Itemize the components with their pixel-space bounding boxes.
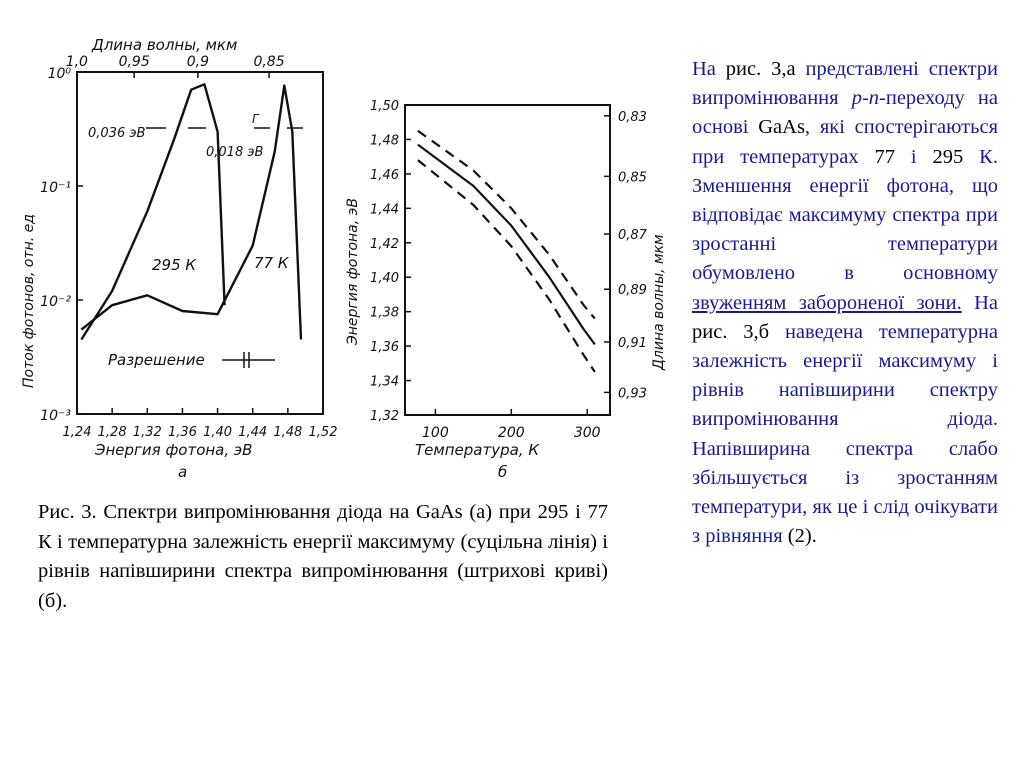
panel-b-right-tick-label: 0,85 bbox=[618, 170, 647, 186]
body-t16: (2). bbox=[782, 525, 817, 548]
panel-a-y-tick-label: 10⁻² bbox=[40, 294, 71, 310]
body-t3: представлені спектри випромінювання bbox=[692, 58, 999, 110]
body-t11: К. Зменшення енергії фотона, що відповідає максимуму спектра при зростанні температури обумовлено в основному bbox=[692, 145, 998, 285]
panel-a-top-tick-label: 1,0 bbox=[65, 54, 88, 70]
panel-b-frame bbox=[405, 105, 610, 415]
panel-b-left-tick-label: 1,48 bbox=[370, 133, 399, 149]
body-t13: На bbox=[961, 291, 998, 314]
panel-b-right-tick-label: 0,93 bbox=[618, 386, 647, 402]
panel-a-x-tick-label: 1,32 bbox=[132, 425, 162, 440]
panel-a-top-tick-label: 0,85 bbox=[253, 54, 285, 70]
panel-b-y-left-label: Энергия фотона, эВ bbox=[345, 198, 361, 345]
body-t14: рис. 3,б bbox=[692, 320, 785, 343]
panel-a-x-tick-label: 1,40 bbox=[203, 425, 233, 440]
panel-b-left-tick-label: 1,44 bbox=[370, 202, 399, 218]
panel-a-y-label: Поток фотонов, отн. ед bbox=[21, 214, 37, 388]
annotation-gamma: Г bbox=[252, 112, 259, 126]
panel-a-series-295k bbox=[81, 84, 224, 339]
body-t1: На bbox=[692, 58, 716, 80]
body-paragraph bbox=[692, 55, 998, 551]
panel-a-y-tick-label: 10⁻¹ bbox=[40, 180, 71, 196]
panel-b-x-label: Температура, К bbox=[415, 441, 539, 459]
panel-b-left-tick-label: 1,46 bbox=[370, 167, 399, 183]
body-t10: 295 bbox=[932, 145, 964, 168]
panel-b-left-tick-label: 1,38 bbox=[370, 305, 399, 321]
panel-a-x-tick-label: 1,48 bbox=[273, 425, 303, 440]
panel-a-x-tick-label: 1,52 bbox=[308, 425, 338, 440]
panel-a-letter: а bbox=[178, 463, 188, 481]
caption-text: Рис. 3. Спектри випромінювання діода на GaAs (а) при 295 і 77 К і температурна залежність енергії максимуму (суцільна лінія) і рівнів напівширини спектра випромінювання (штрихові криві) (б). bbox=[38, 501, 608, 612]
panel-b-x-tick-label: 300 bbox=[573, 425, 601, 441]
panel-a-x-tick-label: 1,24 bbox=[62, 425, 92, 440]
body-t9: і bbox=[894, 145, 933, 168]
panel-a-x-tick-label: 1,44 bbox=[238, 425, 268, 440]
panel-b-left-tick-label: 1,36 bbox=[370, 340, 399, 356]
panel-a-y-tick-label: 10⁻³ bbox=[40, 408, 71, 424]
panel-b-left-tick-label: 1,40 bbox=[370, 271, 399, 287]
label-resolution: Разрешение bbox=[108, 351, 205, 369]
panel-b-right-tick-label: 0,83 bbox=[618, 109, 647, 125]
panel-b-y-right-label: Длина волны, мкм bbox=[651, 234, 667, 370]
body-t12: звуженням забороненої зони. bbox=[692, 291, 962, 314]
panel-b-upper-halfwidth-dashed bbox=[418, 131, 595, 319]
panel-a-top-axis-title: Длина волны, мкм bbox=[92, 36, 238, 54]
panel-b-curves bbox=[418, 131, 595, 372]
panel-b-lower-halfwidth-dashed bbox=[418, 160, 595, 372]
body-t6: GaAs bbox=[758, 116, 805, 139]
panel-a-y-tick-label: 10⁰ bbox=[47, 66, 71, 82]
panel-b-x-tick-label: 200 bbox=[497, 425, 525, 441]
panel-a bbox=[21, 36, 337, 481]
body-t5: -переходу на основі bbox=[692, 87, 998, 139]
annotation-width-77: 0,018 эВ bbox=[206, 145, 264, 160]
panel-b-right-tick-label: 0,89 bbox=[618, 283, 647, 299]
annotation-width-295: 0,036 эВ bbox=[88, 126, 146, 141]
figure-caption bbox=[38, 498, 608, 616]
panel-b-left-tick-label: 1,50 bbox=[370, 99, 399, 114]
panel-a-x-label: Энергия фотона, эВ bbox=[95, 441, 253, 459]
figure-3 bbox=[0, 0, 667, 490]
body-t4: p-n bbox=[851, 87, 880, 110]
panel-b-left-tick-label: 1,34 bbox=[370, 374, 399, 390]
panel-b-x-tick-label: 100 bbox=[422, 425, 449, 441]
panel-a-top-tick-label: 0,95 bbox=[118, 54, 150, 70]
panel-b-left-tick-label: 1,32 bbox=[370, 409, 399, 424]
panel-a-top-ticks bbox=[66, 54, 285, 78]
panel-b bbox=[345, 99, 667, 481]
panel-b-right-tick-label: 0,87 bbox=[618, 228, 647, 244]
panel-a-x-tick-label: 1,36 bbox=[167, 425, 197, 440]
body-t15: наведена температурна залежність енергії максимуму і рівнів напівширини спектру випромінювання діода. Напівширина спектра слабо збільшується із зростанням температури, як це і слід очікувати з рівняння bbox=[692, 320, 999, 548]
panel-b-right-tick-label: 0,91 bbox=[618, 335, 647, 351]
panel-b-x-ticks bbox=[422, 409, 601, 441]
body-t7: , які спостерігаються при температурах bbox=[692, 116, 998, 168]
panel-b-peak-energy-solid bbox=[418, 145, 595, 345]
panel-a-series-77k bbox=[81, 86, 301, 340]
panel-a-x-tick-label: 1,28 bbox=[97, 425, 127, 440]
panel-a-x-ticks bbox=[63, 408, 338, 440]
body-t2: рис. 3,а bbox=[715, 58, 806, 80]
panel-a-top-tick-label: 0,9 bbox=[186, 54, 209, 70]
label-77k: 77 К bbox=[254, 254, 289, 272]
panel-a-curves bbox=[81, 84, 301, 339]
label-295k: 295 К bbox=[152, 256, 197, 274]
body-t8: 77 bbox=[874, 145, 895, 168]
panel-b-left-tick-label: 1,42 bbox=[370, 236, 399, 252]
panel-b-letter: б bbox=[498, 463, 508, 481]
